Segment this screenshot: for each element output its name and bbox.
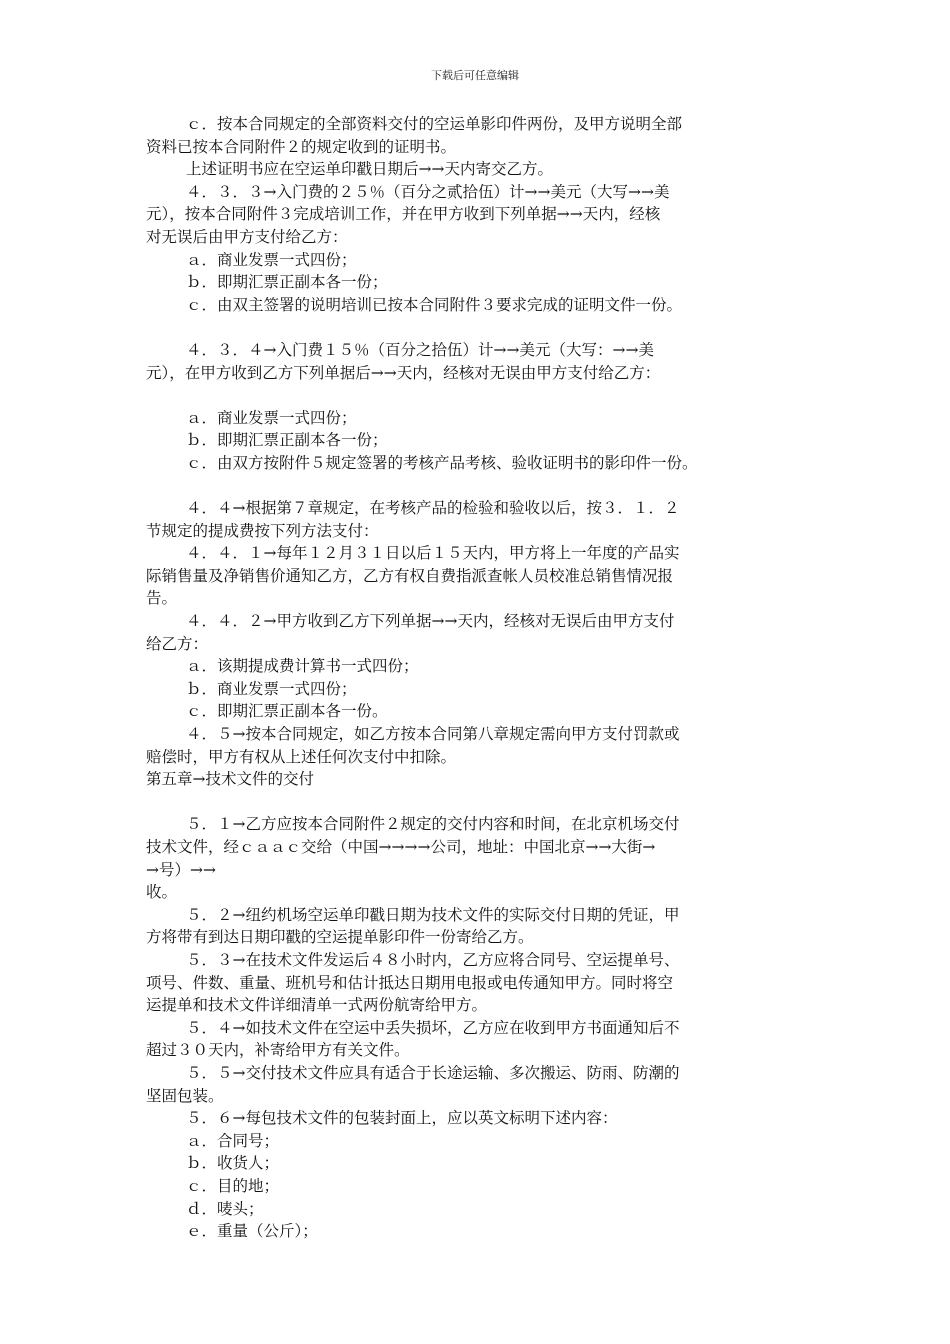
text-line: ５．２→纽约机场空运单印戳日期为技术文件的实际交付日期的凭证，甲 <box>186 905 680 924</box>
text-line: 运提单和技术文件详细清单一式两份航寄给甲方。 <box>146 996 488 1015</box>
text-line: 际销售量及净销售价通知乙方，乙方有权自费指派查帐人员校准总销售情况报 <box>146 566 674 585</box>
text-line: ｂ．收货人； <box>186 1154 280 1173</box>
text-line: ａ．该期提成费计算书一式四份； <box>186 657 419 676</box>
text-line: ５．１→乙方应按本合同附件２规定的交付内容和时间，在北京机场交付 <box>186 815 680 834</box>
text-line: 第五章→技术文件的交付 <box>146 770 314 789</box>
text-line: 告。 <box>146 589 178 608</box>
text-line: 元），在甲方收到乙方下列单据后→→天内，经核对无误由甲方支付给乙方： <box>146 363 661 382</box>
text-line: ４．４→根据第７章规定，在考核产品的检验和验收以后，按３．１．２ <box>186 499 680 518</box>
text-line: ｅ．重量（公斤）； <box>186 1222 318 1241</box>
text-line: ｄ．唛头； <box>186 1199 264 1218</box>
text-line: ｃ．目的地； <box>186 1176 280 1195</box>
blank-line <box>146 475 816 498</box>
text-line: ４．３．４→入门费１５％（百分之拾伍）计→→美元（大写：→→美 <box>186 340 654 359</box>
text-line: 坚固包装。 <box>146 1086 224 1105</box>
text-line: 对无误后由甲方支付给乙方： <box>146 227 348 246</box>
text-line: 方将带有到达日期印戳的空运提单影印件一份寄给乙方。 <box>146 928 534 947</box>
text-line: ４．５→按本合同规定，如乙方按本合同第八章规定需向甲方支付罚款或 <box>186 725 680 744</box>
blank-line <box>146 316 816 339</box>
text-line: ｂ．商业发票一式四份； <box>186 679 357 698</box>
text-line: 项号、件数、重量、班机号和估计抵达日期用电报或电传通知甲方。同时将空 <box>146 973 674 992</box>
text-line: 上述证明书应在空运单印戳日期后→→天内寄交乙方。 <box>186 160 553 179</box>
text-line: ４．３．３→入门费的２５％（百分之贰拾伍）计→→美元（大写→→美 <box>186 182 670 201</box>
document-body <box>146 113 816 1243</box>
text-line: ５．３→在技术文件发运后４８小时内，乙方应将合同号、空运提单号、 <box>186 950 680 969</box>
text-line: 收。 <box>146 883 178 902</box>
blank-line <box>146 384 816 407</box>
text-line: →号）→→ <box>146 860 216 879</box>
text-line: ５．６→每包技术文件的包装封面上，应以英文标明下述内容： <box>186 1109 618 1128</box>
text-line: 赔偿时，甲方有权从上述任何次支付中扣除。 <box>146 747 457 766</box>
text-line: ｂ．即期汇票正副本各一份； <box>186 273 388 292</box>
text-line: ｃ．由双主签署的说明培训已按本合同附件３要求完成的证明文件一份。 <box>186 295 683 314</box>
text-line: ５．５→交付技术文件应具有适合于长途运输、多次搬运、防雨、防潮的 <box>186 1063 680 1082</box>
text-line: ５．４→如技术文件在空运中丢失损坏，乙方应在收到甲方书面通知后不 <box>186 1018 680 1037</box>
text-line: ａ．合同号； <box>186 1131 280 1150</box>
blank-line <box>146 791 816 814</box>
text-line: ｂ．即期汇票正副本各一份； <box>186 431 388 450</box>
text-line: ４．４．２→甲方收到乙方下列单据→→天内，经核对无误后由甲方支付 <box>186 612 675 631</box>
text-line: ｃ．由双方按附件５规定签署的考核产品考核、验收证明书的影印件一份。 <box>186 453 698 472</box>
text-line: 元），按本合同附件３完成培训工作，并在甲方收到下列单据→→天内，经核 <box>146 205 661 224</box>
text-line: 节规定的提成费按下列方法支付： <box>146 521 379 540</box>
page-header: 下载后可任意编辑 <box>431 69 519 82</box>
text-line: 资料已按本合同附件２的规定收到的证明书。 <box>146 137 457 156</box>
text-line: ａ．商业发票一式四份； <box>186 408 357 427</box>
text-line: 超过３０天内，补寄给甲方有关文件。 <box>146 1041 410 1060</box>
text-line: ４．４．１→每年１２月３１日以后１５天内，甲方将上一年度的产品实 <box>186 544 680 563</box>
text-line: ａ．商业发票一式四份； <box>186 250 357 269</box>
text-line: ｃ．按本合同规定的全部资料交付的空运单影印件两份，及甲方说明全部 <box>186 115 683 133</box>
text-line: 给乙方： <box>146 634 209 653</box>
text-line: 技术文件，经ｃａａｃ交给（中国→→→→公司，地址：中国北京→→大街→ <box>146 838 656 856</box>
text-line: ｃ．即期汇票正副本各一份。 <box>186 702 388 721</box>
